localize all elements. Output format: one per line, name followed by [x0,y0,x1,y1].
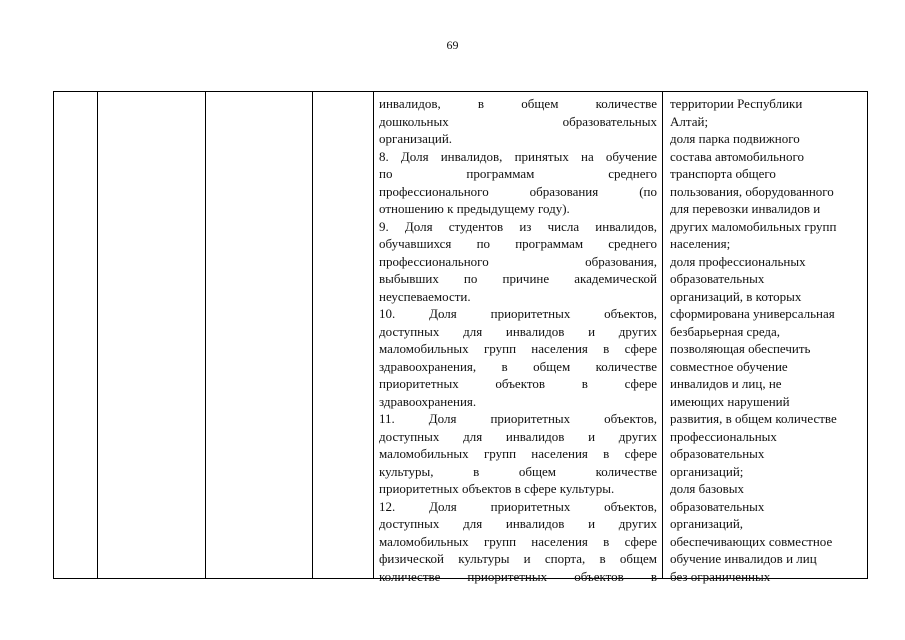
target-text-line: доля профессиональных [670,253,806,269]
target-text-line: обеспечивающих совместное [670,533,833,549]
target-text-line: территории Республики [670,96,803,111]
target-text-line: обучение инвалидов и лиц [670,551,817,566]
column-divider [97,91,98,579]
target-text-line: Алтай; [670,113,709,129]
target-text-line: организаций, в которых [670,288,802,304]
indicator-text-line: профессионального образования (по [379,183,657,199]
target-text-line: других маломобильных групп [670,218,837,234]
target-text-line: безбарьерная среда, [670,323,781,339]
indicator-text-line: количестве приоритетных объектов в [379,568,657,584]
indicator-text-line: 8. Доля инвалидов, принятых на обучение [379,148,657,164]
indicator-text-line: маломобильных групп населения в сфере [379,341,657,356]
indicator-text-line: здравоохранения, в общем количестве [379,358,657,374]
target-text-line: организаций; [670,463,744,479]
column-divider [53,91,54,579]
target-text-line: организаций, [670,516,744,531]
column-divider [662,91,663,579]
indicator-text-line: культуры, в общем количестве [379,463,657,479]
indicator-text-line: приоритетных объектов в сфере [379,376,657,391]
target-text-line: имеющих нарушений [670,393,790,409]
target-text-line: инвалидов и лиц, не [670,376,782,391]
indicator-text-line: профессионального образования, [379,253,657,269]
target-text-line: доля базовых [670,481,744,496]
table-top-border [53,91,868,92]
indicator-text-line: доступных для инвалидов и других [379,428,657,444]
target-text-line: состава автомобильного [670,148,804,164]
indicator-text-line: физической культуры и спорта, в общем [379,551,657,566]
indicators-cell [379,95,657,585]
indicator-text-line: приоритетных объектов в сфере культуры. [379,481,615,496]
target-text-line: доля парка подвижного [670,131,800,146]
indicator-text-line: инвалидов, в общем количестве [379,96,657,111]
target-text-line: без ограниченных [670,568,771,584]
indicator-text-line: доступных для инвалидов и других [379,323,657,339]
target-text-line: пользования, оборудованного [670,183,834,199]
column-divider [205,91,206,579]
target-text-line: совместное обучение [670,358,788,374]
indicator-text-line: здравоохранения. [379,393,477,409]
indicator-text-line: доступных для инвалидов и других [379,516,657,531]
indicator-text-line: 10. Доля приоритетных объектов, [379,306,657,321]
indicator-text-line: выбывших по причине академической [379,271,657,286]
target-text-line: населения; [670,236,731,251]
target-text-line: транспорта общего [670,166,776,181]
target-text-line: позволяющая обеспечить [670,341,811,356]
indicator-text-line: организаций. [379,131,453,146]
column-divider [867,91,868,579]
indicator-text-line: отношению к предыдущему году). [379,201,570,216]
target-text-line: образовательных [670,446,765,461]
indicator-text-line: маломобильных групп населения в сфере [379,446,657,461]
page-number: 69 [446,38,459,52]
indicator-text-line: дошкольных образовательных [379,113,657,129]
indicator-text-line: по программам среднего [379,166,657,181]
target-text-line: сформирована универсальная [670,306,835,321]
target-text-line: для перевозки инвалидов и [670,201,821,216]
indicator-text-line: неуспеваемости. [379,288,471,304]
targets-cell [670,95,864,585]
column-divider [373,91,374,579]
target-text-line: профессиональных [670,428,777,444]
indicator-text-line: 12. Доля приоритетных объектов, [379,498,657,514]
column-divider [312,91,313,579]
target-text-line: развития, в общем количестве [670,411,837,426]
target-text-line: образовательных [670,498,765,514]
indicator-text-line: 9. Доля студентов из числа инвалидов, [379,218,657,234]
indicator-text-line: 11. Доля приоритетных объектов, [379,411,657,426]
target-text-line: образовательных [670,271,765,286]
indicator-text-line: маломобильных групп населения в сфере [379,533,657,549]
indicator-text-line: обучавшихся по программам среднего [379,236,657,251]
